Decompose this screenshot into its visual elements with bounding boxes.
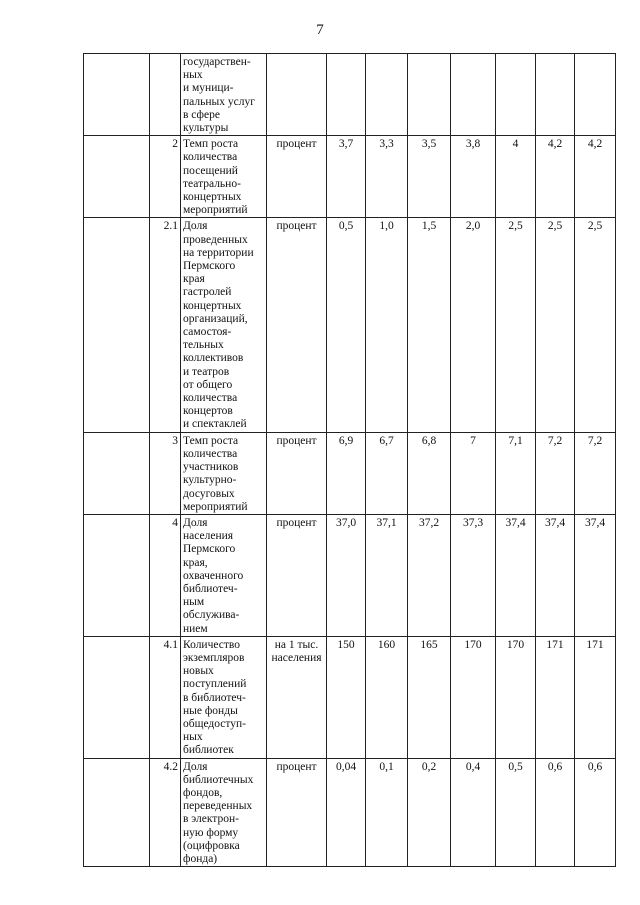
- value-cell: 0,4: [451, 758, 496, 867]
- value-cell: [496, 54, 536, 136]
- blank-cell: [84, 218, 150, 432]
- page-number: 7: [316, 22, 324, 38]
- value-cell: 7,1: [496, 432, 536, 514]
- value-cell: 150: [327, 636, 366, 758]
- indicator-name-cell: государствен- ных и муници- пальных услуг в сфере культуры: [181, 54, 267, 136]
- unit-cell: процент: [267, 136, 327, 218]
- value-cell: 37,1: [366, 514, 408, 636]
- indicators-table: [83, 53, 616, 867]
- blank-cell: [84, 636, 150, 758]
- value-cell: 160: [366, 636, 408, 758]
- value-cell: [327, 54, 366, 136]
- value-cell: 3,3: [366, 136, 408, 218]
- value-cell: 170: [451, 636, 496, 758]
- value-cell: 171: [575, 636, 616, 758]
- indicator-name-cell: Доля проведенных на территории Пермского края гастролей концертных организаций, самостоя- тельных коллективов и театров от общего количества концертов и спектаклей: [181, 218, 267, 432]
- value-cell: 165: [408, 636, 451, 758]
- value-cell: [366, 54, 408, 136]
- unit-cell: процент: [267, 432, 327, 514]
- table-row: [84, 136, 616, 218]
- value-cell: 7,2: [575, 432, 616, 514]
- value-cell: 4,2: [575, 136, 616, 218]
- blank-cell: [84, 136, 150, 218]
- blank-cell: [84, 758, 150, 867]
- value-cell: 37,4: [536, 514, 575, 636]
- value-cell: [451, 54, 496, 136]
- value-cell: 2,5: [575, 218, 616, 432]
- value-cell: 0,5: [496, 758, 536, 867]
- value-cell: 37,4: [575, 514, 616, 636]
- value-cell: 1,5: [408, 218, 451, 432]
- value-cell: 3,8: [451, 136, 496, 218]
- value-cell: 0,6: [536, 758, 575, 867]
- blank-cell: [84, 432, 150, 514]
- indicator-name-cell: Темп роста количества участников культурно- досуговых мероприятий: [181, 432, 267, 514]
- value-cell: 2,5: [496, 218, 536, 432]
- row-number-cell: 4.2: [150, 758, 181, 867]
- row-number-cell: [150, 54, 181, 136]
- unit-cell: на 1 тыс. населения: [267, 636, 327, 758]
- table-row: [84, 432, 616, 514]
- value-cell: 37,4: [496, 514, 536, 636]
- unit-cell: процент: [267, 514, 327, 636]
- row-number-cell: 3: [150, 432, 181, 514]
- unit-cell: процент: [267, 218, 327, 432]
- value-cell: 4,2: [536, 136, 575, 218]
- table-row: [84, 758, 616, 867]
- row-number-cell: 4: [150, 514, 181, 636]
- value-cell: 37,0: [327, 514, 366, 636]
- value-cell: 37,3: [451, 514, 496, 636]
- value-cell: 6,7: [366, 432, 408, 514]
- value-cell: 170: [496, 636, 536, 758]
- unit-cell: [267, 54, 327, 136]
- indicator-name-cell: Доля населения Пермского края, охваченного библиотеч- ным обслужива- нием: [181, 514, 267, 636]
- value-cell: 0,04: [327, 758, 366, 867]
- value-cell: 4: [496, 136, 536, 218]
- value-cell: 0,2: [408, 758, 451, 867]
- value-cell: [536, 54, 575, 136]
- row-number-cell: 2: [150, 136, 181, 218]
- table-row: [84, 54, 616, 136]
- unit-cell: процент: [267, 758, 327, 867]
- blank-cell: [84, 54, 150, 136]
- value-cell: 7: [451, 432, 496, 514]
- row-number-cell: 2.1: [150, 218, 181, 432]
- row-number-cell: 4.1: [150, 636, 181, 758]
- table-row: [84, 636, 616, 758]
- indicator-name-cell: Количество экземпляров новых поступлений в библиотеч- ные фонды общедоступ- ных библиотек: [181, 636, 267, 758]
- value-cell: [408, 54, 451, 136]
- value-cell: 3,5: [408, 136, 451, 218]
- value-cell: 0,6: [575, 758, 616, 867]
- value-cell: 6,8: [408, 432, 451, 514]
- indicator-name-cell: Темп роста количества посещений театрально- концертных мероприятий: [181, 136, 267, 218]
- table-row: [84, 514, 616, 636]
- value-cell: 37,2: [408, 514, 451, 636]
- value-cell: 3,7: [327, 136, 366, 218]
- value-cell: 2,5: [536, 218, 575, 432]
- value-cell: 0,5: [327, 218, 366, 432]
- table-body: [84, 54, 616, 867]
- indicator-name-cell: Доля библиотечных фондов, переведенных в электрон- ную форму (оцифровка фонда): [181, 758, 267, 867]
- value-cell: 1,0: [366, 218, 408, 432]
- blank-cell: [84, 514, 150, 636]
- value-cell: 6,9: [327, 432, 366, 514]
- value-cell: 7,2: [536, 432, 575, 514]
- table-row: [84, 218, 616, 432]
- value-cell: 2,0: [451, 218, 496, 432]
- value-cell: 0,1: [366, 758, 408, 867]
- value-cell: [575, 54, 616, 136]
- value-cell: 171: [536, 636, 575, 758]
